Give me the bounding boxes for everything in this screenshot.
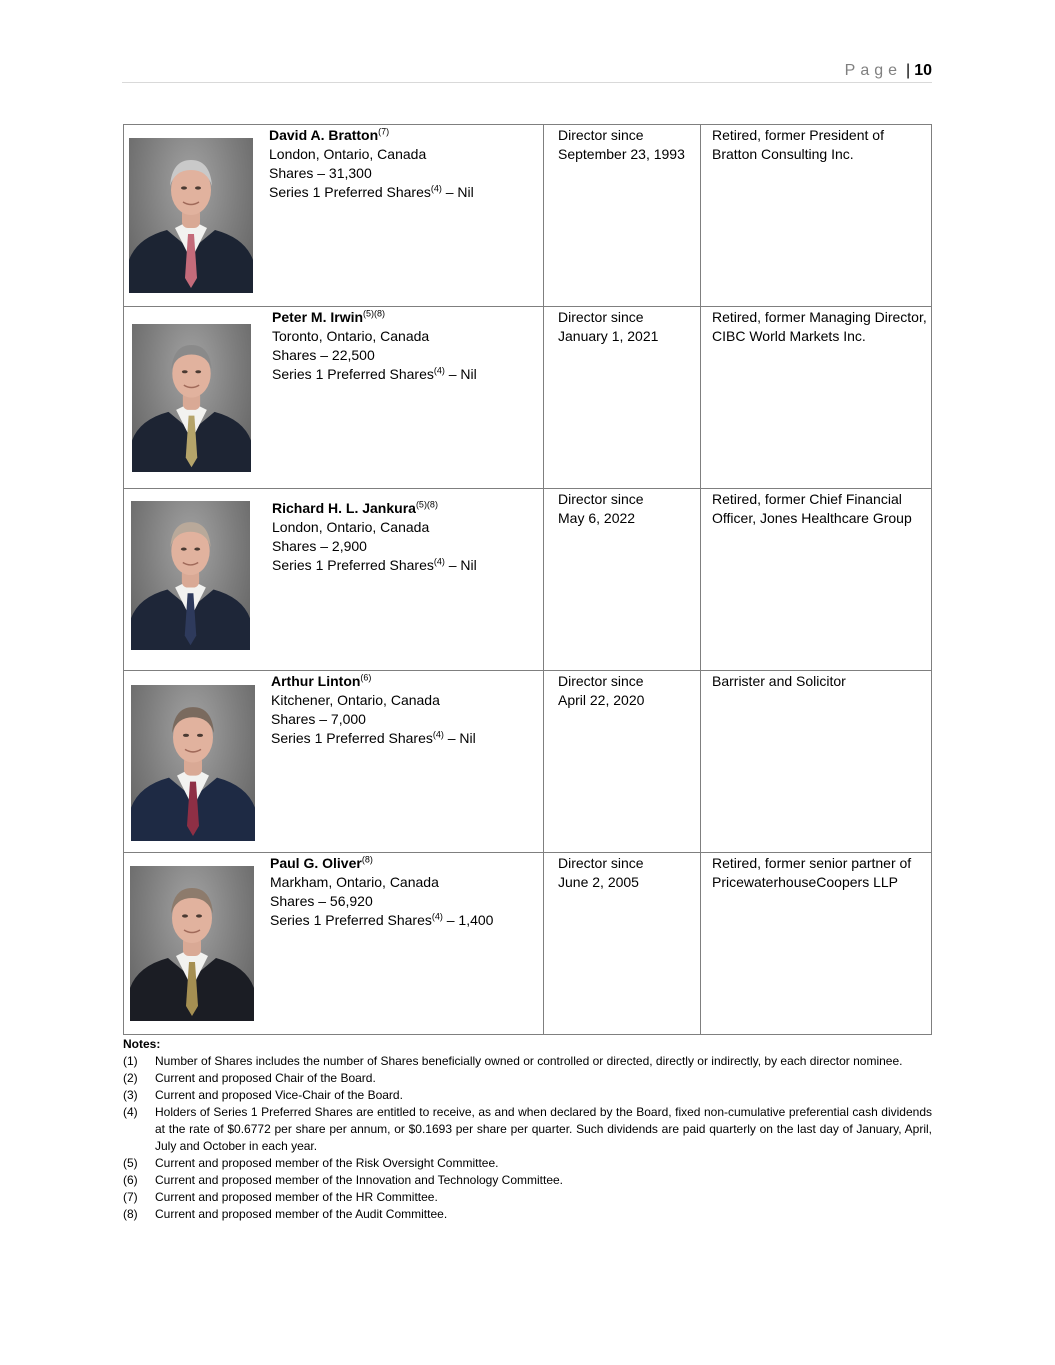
director-info (269, 126, 474, 202)
page-label: Page (844, 62, 903, 79)
director-name-footnote: (5)(8) (415, 499, 438, 510)
page-separator: | (906, 62, 911, 79)
director-row (124, 671, 932, 853)
page-number: 10 (914, 62, 932, 79)
director-portrait (129, 138, 253, 293)
director-shares: Shares – 31,300 (269, 165, 372, 181)
occupation-cell (701, 489, 932, 671)
occupation-cell (701, 307, 932, 489)
note-number: (1) (123, 1054, 138, 1068)
director-info (272, 499, 477, 575)
directors-table (123, 124, 932, 1035)
preferred-shares-footnote: (4) (430, 183, 442, 194)
director-info (270, 854, 493, 930)
director-nominee-cell (124, 853, 544, 1035)
preferred-shares-value: – Nil (443, 730, 476, 746)
note-item (123, 1172, 932, 1189)
director-nominee-cell (124, 489, 544, 671)
preferred-shares-label: Series 1 Preferred Shares (272, 557, 434, 573)
note-number: (7) (123, 1190, 138, 1204)
director-info (272, 308, 477, 384)
director-since-label: Director since (558, 491, 644, 507)
director-name: Peter M. Irwin (272, 309, 364, 325)
note-item (123, 1070, 932, 1087)
director-occupation: Barrister and Solicitor (712, 673, 846, 689)
director-location: Kitchener, Ontario, Canada (271, 692, 440, 708)
director-name-footnote: (6) (360, 672, 372, 683)
director-since-label: Director since (558, 309, 644, 325)
preferred-shares-value: – Nil (441, 184, 474, 200)
occupation-cell (701, 671, 932, 853)
director-since-label: Director since (558, 855, 644, 871)
preferred-shares-label: Series 1 Preferred Shares (269, 184, 431, 200)
director-name-footnote: (7) (378, 126, 390, 137)
note-item (123, 1155, 932, 1172)
note-text: Current and proposed member of the Risk Oversight Committee. (155, 1156, 499, 1170)
director-row (124, 307, 932, 489)
director-name-footnote: (5)(8) (363, 308, 386, 319)
director-portrait (131, 685, 255, 841)
director-preferred-shares (272, 365, 477, 384)
director-since-label: Director since (558, 127, 644, 143)
director-preferred-shares (271, 729, 476, 748)
note-number: (4) (123, 1105, 138, 1119)
note-item (123, 1189, 932, 1206)
director-since-date: May 6, 2022 (558, 510, 636, 526)
director-preferred-shares (272, 556, 477, 575)
director-row (124, 489, 932, 671)
director-row (124, 853, 932, 1035)
director-since-cell (544, 853, 701, 1035)
note-text: Current and proposed member of the HR Committee. (155, 1190, 438, 1204)
director-since-cell (544, 489, 701, 671)
note-number: (6) (123, 1173, 138, 1187)
director-since-date: January 1, 2021 (558, 328, 659, 344)
preferred-shares-label: Series 1 Preferred Shares (271, 730, 433, 746)
director-since-date: September 23, 1993 (558, 146, 685, 162)
director-shares: Shares – 22,500 (272, 347, 375, 363)
preferred-shares-value: – 1,400 (442, 912, 494, 928)
preferred-shares-footnote: (4) (433, 365, 445, 376)
notes-list (123, 1053, 932, 1223)
director-occupation: Retired, former President of Bratton Consulting Inc. (712, 127, 884, 162)
director-info (271, 672, 476, 748)
notes-section (123, 1036, 932, 1223)
notes-title: Notes: (123, 1037, 161, 1051)
preferred-shares-label: Series 1 Preferred Shares (272, 366, 434, 382)
director-name: David A. Bratton (269, 127, 379, 143)
preferred-shares-footnote: (4) (431, 911, 443, 922)
director-portrait (130, 866, 254, 1021)
page-header (122, 60, 932, 83)
director-since-date: June 2, 2005 (558, 874, 639, 890)
occupation-cell (701, 853, 932, 1035)
note-item (123, 1206, 932, 1223)
note-item (123, 1053, 932, 1070)
note-number: (5) (123, 1156, 138, 1170)
note-text: Current and proposed member of the Audit Committee. (155, 1207, 448, 1221)
director-preferred-shares (270, 911, 493, 930)
note-text: Number of Shares includes the number of Shares beneficially owned or controlled or directed, directly or indirectly, by each director nominee. (155, 1054, 903, 1068)
occupation-cell (701, 125, 932, 307)
director-location: London, Ontario, Canada (272, 519, 430, 535)
director-shares: Shares – 2,900 (272, 538, 367, 554)
note-text: Holders of Series 1 Preferred Shares are entitled to receive, as and when declared by the Board, fixed non-cumulative preferential cash dividends at the rate of $0.6772 per share per annum, or $0.1693 per share per quarter. Such dividends are paid quarterly on the last day of January, April, July and October in each year. (155, 1105, 932, 1153)
note-number: (3) (123, 1088, 138, 1102)
director-occupation: Retired, former Chief Financial Officer, Jones Healthcare Group (712, 491, 912, 526)
note-text: Current and proposed Chair of the Board. (155, 1071, 376, 1085)
director-portrait (131, 501, 250, 650)
directors-table-body (124, 125, 932, 1035)
note-item (123, 1104, 932, 1155)
director-name: Arthur Linton (271, 673, 361, 689)
note-number: (2) (123, 1071, 138, 1085)
director-since-label: Director since (558, 673, 644, 689)
director-occupation: Retired, former Managing Director, CIBC World Markets Inc. (712, 309, 927, 344)
director-since-date: April 22, 2020 (558, 692, 645, 708)
director-location: Toronto, Ontario, Canada (272, 328, 430, 344)
director-nominee-cell (124, 125, 544, 307)
note-text: Current and proposed Vice-Chair of the Board. (155, 1088, 403, 1102)
director-since-cell (544, 671, 701, 853)
director-location: Markham, Ontario, Canada (270, 874, 439, 890)
director-shares: Shares – 56,920 (270, 893, 373, 909)
note-text: Current and proposed member of the Innovation and Technology Committee. (155, 1173, 564, 1187)
note-number: (8) (123, 1207, 138, 1221)
director-since-cell (544, 125, 701, 307)
preferred-shares-footnote: (4) (433, 556, 445, 567)
director-nominee-cell (124, 671, 544, 853)
director-name: Paul G. Oliver (270, 855, 362, 871)
preferred-shares-footnote: (4) (432, 729, 444, 740)
director-preferred-shares (269, 183, 474, 202)
director-shares: Shares – 7,000 (271, 711, 366, 727)
note-item (123, 1087, 932, 1104)
preferred-shares-value: – Nil (444, 557, 477, 573)
director-portrait (132, 324, 251, 472)
director-since-cell (544, 307, 701, 489)
director-name-footnote: (8) (361, 854, 373, 865)
director-nominee-cell (124, 307, 544, 489)
director-occupation: Retired, former senior partner of PricewaterhouseCoopers LLP (712, 855, 912, 890)
preferred-shares-label: Series 1 Preferred Shares (270, 912, 432, 928)
director-row (124, 125, 932, 307)
director-name: Richard H. L. Jankura (272, 500, 416, 516)
preferred-shares-value: – Nil (444, 366, 477, 382)
director-location: London, Ontario, Canada (269, 146, 427, 162)
